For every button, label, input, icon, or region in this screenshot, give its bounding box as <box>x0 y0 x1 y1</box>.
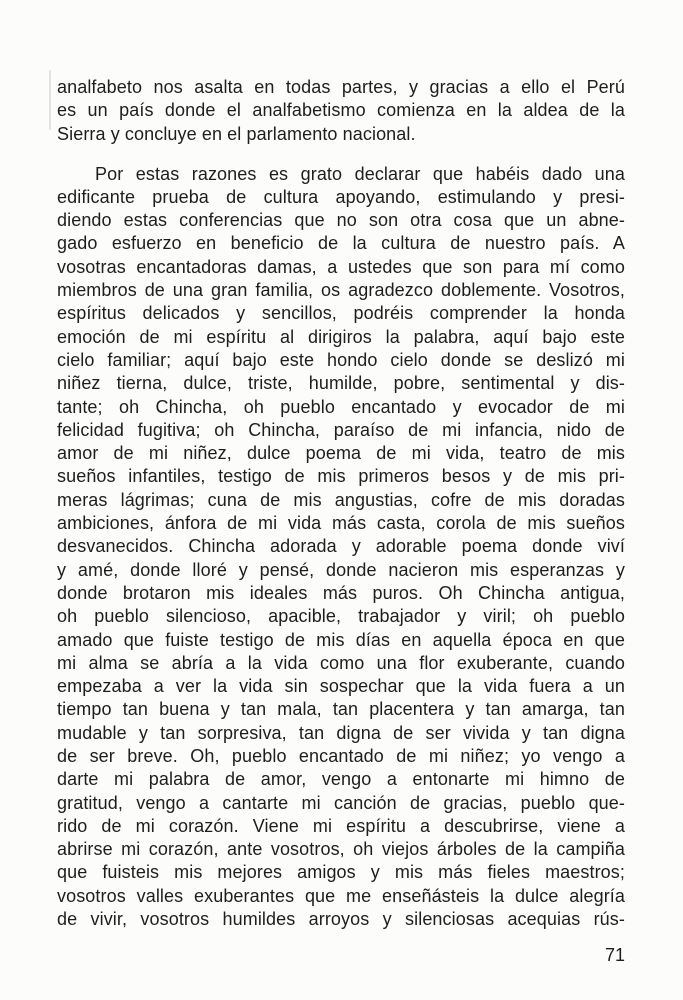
text-line: vosotras encantadoras damas, a ustedes que son para mí como <box>57 256 625 277</box>
text-line: tante; oh Chincha, oh pueblo encantado y evocador de mi <box>57 396 625 417</box>
text-line: que fuisteis mis mejores amigos y mis más fieles maestros; <box>57 862 625 883</box>
text-line: gratitud, vengo a cantarte mi canción de gracias, pueblo que- <box>57 792 625 813</box>
text-line: rido de mi corazón. Viene mi espíritu a descubrirse, viene a <box>57 815 625 836</box>
text-line: amor de mi niñez, dulce poema de mi vida, teatro de mis <box>57 443 625 464</box>
paragraph-1 <box>57 76 625 146</box>
text-line: y amé, donde lloré y pensé, donde nacieron mis esperanzas y <box>57 559 625 580</box>
text-line: analfabeto nos asalta en todas partes, y gracias a ello el Perú <box>57 77 625 97</box>
page-body <box>57 76 625 931</box>
text-line: oh pueblo silencioso, apacible, trabajador y viril; oh pueblo <box>57 606 625 627</box>
text-line: miembros de una gran familia, os agradezco doblemente. Vosotros, <box>57 280 625 301</box>
text-line: desvanecidos. Chincha adorada y adorable poema donde viví <box>57 536 625 557</box>
text-line: emoción de mi espíritu al dirigiros la palabra, aquí bajo este <box>57 326 625 347</box>
text-line: es un país donde el analfabetismo comienza en la aldea de la <box>57 100 625 121</box>
text-line: mi alma se abría a la vida como una flor exuberante, cuando <box>57 652 625 673</box>
text-line: de vivir, vosotros humildes arroyos y silenciosas acequias rús- <box>57 909 625 930</box>
scan-margin-mark <box>49 70 51 130</box>
text-line: de ser breve. Oh, pueblo encantado de mi niñez; yo vengo a <box>57 746 625 766</box>
text-line: Sierra y concluye en el parlamento nacional. <box>57 123 416 144</box>
text-line: espíritus delicados y sencillos, podréis comprender la honda <box>57 303 625 324</box>
text-line: diendo estas conferencias que no son otra cosa que un abne- <box>57 210 625 231</box>
text-line: abrirse mi corazón, ante vosotros, oh viejos árboles de la campiña <box>57 839 625 860</box>
text-line: empezaba a ver la vida sin sospechar que la vida fuera a un <box>57 676 625 697</box>
text-line: tiempo tan buena y tan mala, tan placentera y tan amarga, tan <box>57 699 625 720</box>
text-line: darte mi palabra de amor, vengo a entonarte mi himno de <box>57 769 625 790</box>
text-line: niñez tierna, dulce, triste, humilde, pobre, sentimental y dis- <box>57 373 625 394</box>
text-line: ambiciones, ánfora de mi vida más casta, corola de mis sueños <box>57 513 625 534</box>
paragraph-2 <box>57 163 625 932</box>
text-line: sueños infantiles, testigo de mis primeros besos y de mis pri- <box>57 466 625 487</box>
text-line: donde brotaron mis ideales más puros. Oh Chincha antigua, <box>57 582 625 603</box>
page-number: 71 <box>604 945 625 965</box>
text-line: gado esfuerzo en beneficio de la cultura de nuestro país. A <box>57 233 625 254</box>
text-line: Por estas razones es grato declarar que habéis dado una <box>95 163 625 184</box>
text-line: meras lágrimas; cuna de mis angustias, cofre de mis doradas <box>57 489 625 510</box>
text-line: felicidad fugitiva; oh Chincha, paraíso de mi infancia, nido de <box>57 419 625 440</box>
text-line: edificante prueba de cultura apoyando, estimulando y presi- <box>57 186 625 207</box>
text-line: vosotros valles exuberantes que me enseñásteis la dulce alegría <box>57 885 625 906</box>
text-line: mudable y tan sorpresiva, tan digna de ser vivida y tan digna <box>57 722 625 743</box>
text-line: cielo familiar; aquí bajo este hondo cielo donde se deslizó mi <box>57 349 625 370</box>
text-line: amado que fuiste testigo de mis días en aquella época en que <box>57 629 625 650</box>
